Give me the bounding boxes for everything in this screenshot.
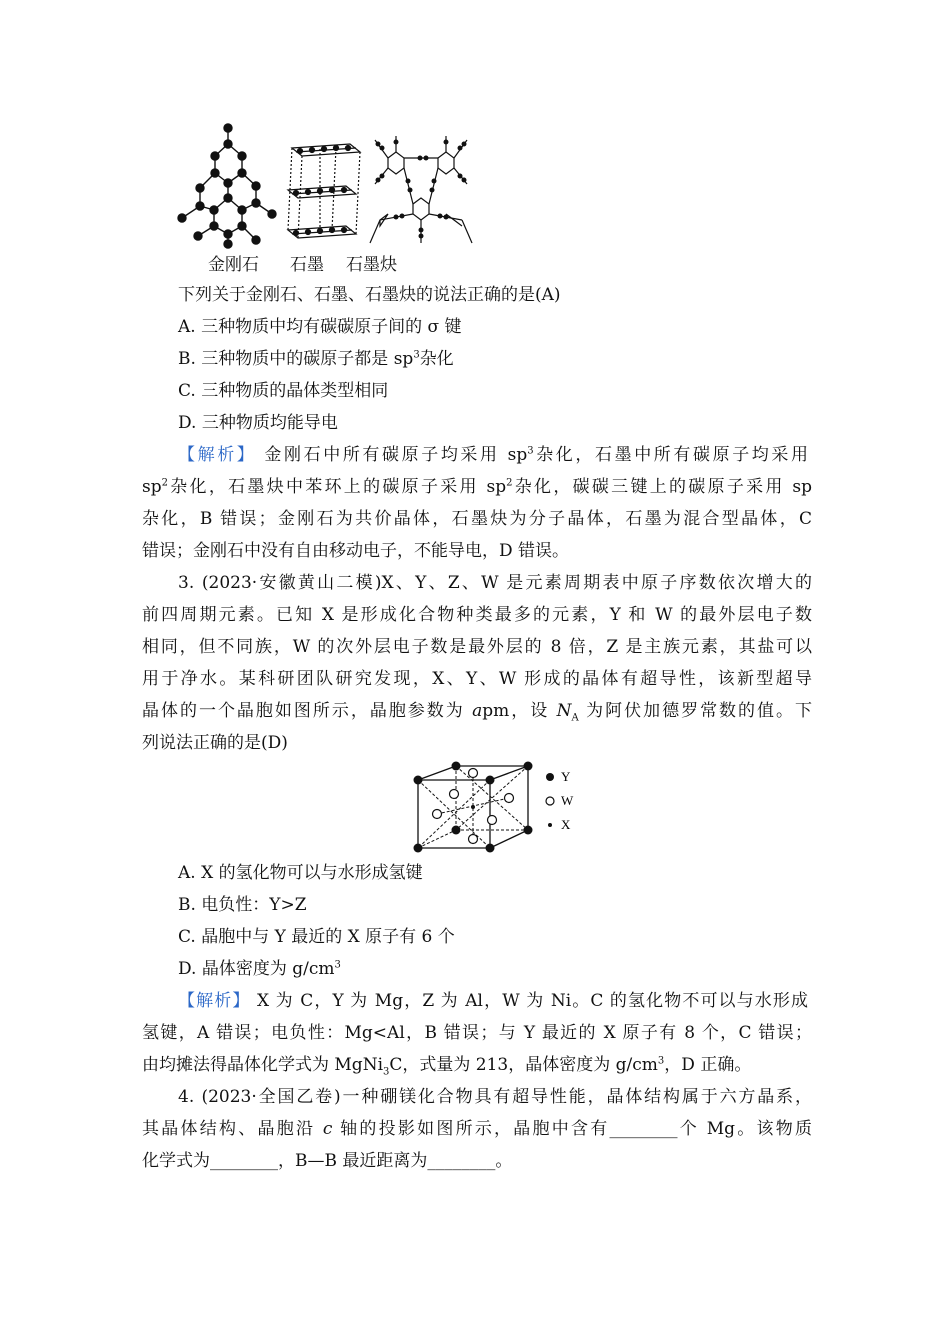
caption-graphyne: 石墨炔 bbox=[346, 255, 397, 275]
analysis-tag: 【解析】 bbox=[178, 445, 257, 465]
q2-option-a: A. 三种物质中均有碳碳原子间的 σ 键 bbox=[178, 317, 462, 337]
legend-w: W bbox=[561, 793, 574, 808]
q4-line-3: 化学式为________，B—B 最近距离为________。 bbox=[142, 1151, 513, 1171]
q4-line-2: 其晶体结构、晶胞沿 c 轴的投影如图所示，晶胞中含有________个 Mg。该物质 bbox=[142, 1119, 812, 1139]
caption-graphite: 石墨 bbox=[290, 255, 324, 275]
q3-line-6: 列说法正确的是(D) bbox=[142, 733, 288, 753]
analysis-tag: 【解析】 bbox=[178, 991, 251, 1011]
q3-analysis-line-2: 氢键，A 错误；电负性：Mg<Al，B 错误；与 Y 最近的 X 原子有 8 个，C 错误； bbox=[142, 1023, 812, 1043]
q3-option-b: B. 电负性：Y>Z bbox=[178, 895, 307, 915]
q2-stem: 下列关于金刚石、石墨、石墨炔的说法正确的是(A) bbox=[178, 285, 561, 305]
q3-line-4: 用于净水。某科研团队研究发现，X、Y、W 形成的晶体有超导性，该新型超导 bbox=[142, 669, 812, 689]
q3-analysis-line-3: 由均摊法得晶体化学式为 MgNi$_3$C，式量为 213，晶体密度为 $g/cm^3$，D 正确。 bbox=[142, 1055, 752, 1078]
q3-line-2: 前四周期元素。已知 X 是形成化合物种类最多的元素，Y 和 W 的最外层电子数 bbox=[142, 605, 812, 625]
graphite-structure bbox=[288, 144, 360, 238]
q2-option-d: D. 三种物质均能导电 bbox=[178, 413, 338, 433]
q2-analysis-line-4: 错误；金刚石中没有自由移动电子，不能导电，D 错误。 bbox=[142, 541, 570, 561]
q2-option-b: B. 三种物质中的碳原子都是 $sp^3$杂化 bbox=[178, 349, 454, 369]
q3-line-3: 相同，但不同族，W 的次外层电子数是最外层的 8 倍，Z 是主族元素，其盐可以 bbox=[142, 637, 812, 657]
crystal-cell-figure bbox=[410, 760, 590, 856]
crystal-legend bbox=[546, 769, 574, 832]
q3-option-a: A. X 的氢化物可以与水形成氢键 bbox=[178, 863, 423, 883]
legend-y: Y bbox=[561, 769, 571, 784]
q2-option-c: C. 三种物质的晶体类型相同 bbox=[178, 381, 389, 401]
q4-line-1: 4. (2023·全国乙卷)一种硼镁化合物具有超导性能，晶体结构属于六方晶系， bbox=[178, 1087, 812, 1107]
q3-option-c: C. 晶胞中与 Y 最近的 X 原子有 6 个 bbox=[178, 927, 455, 947]
diamond-structure bbox=[178, 124, 276, 248]
q2-analysis-line-2: $sp^2$杂化，石墨炔中苯环上的碳原子采用 $sp^2$杂化，碳碳三键上的碳原子采用 sp bbox=[142, 477, 813, 497]
caption-diamond: 金刚石 bbox=[208, 255, 259, 275]
q2-analysis-line-3: 杂化，B 错误；金刚石为共价晶体，石墨炔为分子晶体，石墨为混合型晶体，C bbox=[142, 509, 812, 529]
q3-analysis-line-1: 【解析】 X 为 C，Y 为 Mg，Z 为 Al，W 为 Ni。C 的氢化物不可以与水形成 bbox=[178, 991, 808, 1011]
q2-analysis-line-1: 【解析】 金刚石中所有碳原子均采用 $sp^3$杂化，石墨中所有碳原子均采用 bbox=[178, 445, 809, 465]
q3-line-1: 3. (2023·安徽黄山二模)X、Y、Z、W 是元素周期表中原子序数依次增大的 bbox=[178, 573, 812, 593]
graphyne-structure bbox=[370, 136, 472, 243]
carbon-allotropes-figure bbox=[170, 118, 480, 253]
q3-option-d: D. 晶体密度为 $g/cm^3$ bbox=[178, 959, 341, 979]
legend-x: X bbox=[561, 817, 571, 832]
q3-line-5: 晶体的一个晶胞如图所示，晶胞参数为 apm，设 $N_A$ 为阿伏加德罗常数的值。下 bbox=[142, 701, 813, 724]
